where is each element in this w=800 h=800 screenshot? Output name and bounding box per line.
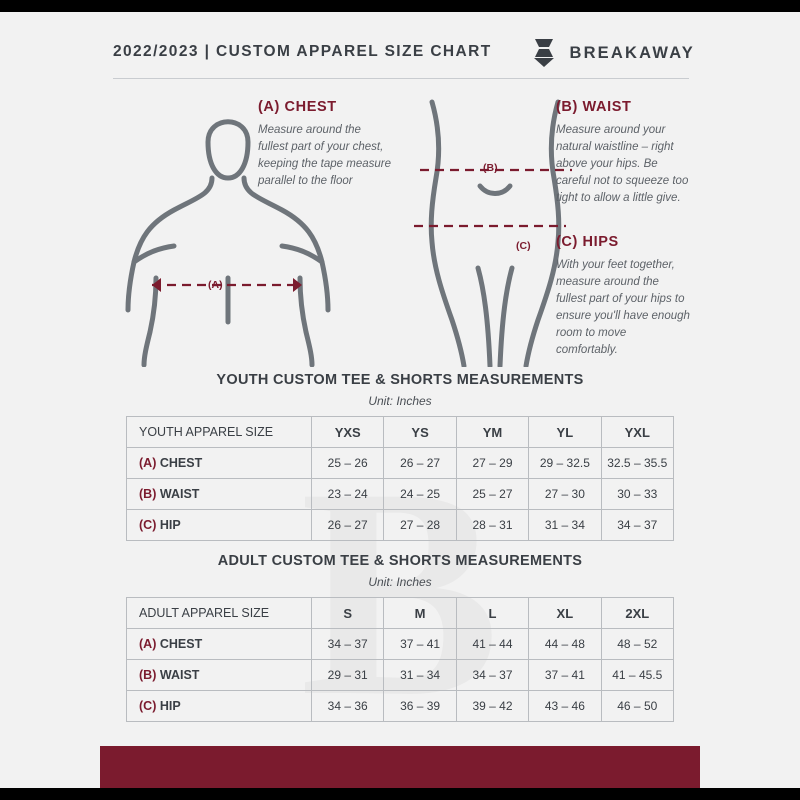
table-row (127, 479, 674, 510)
table-header-row (127, 598, 674, 629)
youth-hip-tag: (C) (139, 518, 157, 532)
youth-chest-yxs: 25 – 26 (312, 448, 384, 479)
adult-size-table (126, 597, 674, 722)
youth-row-label-waist (127, 479, 312, 510)
youth-size-col-2: YM (456, 417, 528, 448)
hips-callout-title: (C) HIPS (556, 234, 619, 250)
youth-hip-ym: 28 – 31 (456, 510, 528, 541)
brand-name: BREAKAWAY (569, 43, 695, 62)
page-header (0, 12, 800, 80)
youth-waist-label: WAIST (159, 487, 200, 501)
table-row (127, 510, 674, 541)
youth-chest-label: CHEST (159, 456, 203, 470)
adult-waist-s: 29 – 31 (312, 660, 384, 691)
adult-chest-tag: (A) (139, 637, 157, 651)
adult-row-label-waist (127, 660, 312, 691)
youth-waist-ym: 25 – 27 (456, 479, 528, 510)
youth-table-title: YOUTH CUSTOM TEE & SHORTS MEASUREMENTS (216, 372, 584, 388)
table-header-row (127, 417, 674, 448)
youth-size-col-1: YS (384, 417, 456, 448)
adult-chest-2xl: 48 – 52 (601, 629, 673, 660)
table-row (127, 448, 674, 479)
adult-hip-l: 39 – 42 (456, 691, 528, 722)
youth-hip-ys: 27 – 28 (384, 510, 456, 541)
adult-row-label-chest (127, 629, 312, 660)
hips-dimension-label: (C) (516, 240, 531, 252)
youth-size-col-4: YXL (601, 417, 673, 448)
adult-waist-label: WAIST (159, 668, 200, 682)
youth-hip-label: HIP (159, 518, 181, 532)
waist-callout-title: (B) WAIST (556, 99, 632, 115)
chest-dimension-label: (A) (208, 279, 223, 291)
youth-chest-ym: 27 – 29 (456, 448, 528, 479)
youth-waist-yxl: 30 – 33 (601, 479, 673, 510)
adult-row-label-hip (127, 691, 312, 722)
adult-waist-tag: (B) (139, 668, 157, 682)
adult-table-unit: Unit: Inches (368, 575, 432, 589)
youth-size-col-0: YXS (312, 417, 384, 448)
adult-waist-2xl: 41 – 45.5 (601, 660, 673, 691)
adult-chest-m: 37 – 41 (384, 629, 456, 660)
adult-hip-xl: 43 – 46 (529, 691, 601, 722)
youth-hip-yl: 31 – 34 (529, 510, 601, 541)
adult-size-col-0: S (312, 598, 384, 629)
adult-hip-label: HIP (159, 699, 181, 713)
adult-chest-label: CHEST (159, 637, 203, 651)
adult-size-col-3: XL (529, 598, 601, 629)
breakaway-logo-icon (531, 38, 557, 68)
youth-row-label-chest (127, 448, 312, 479)
waist-callout-body: Measure around your natural waistline – right above your hips. Be careful not to squeeze too tight to allow a little give. (556, 124, 689, 205)
youth-chest-ys: 26 – 27 (384, 448, 456, 479)
chest-callout-title: (A) CHEST (258, 99, 337, 115)
youth-hip-yxl: 34 – 37 (601, 510, 673, 541)
youth-size-table (126, 416, 674, 541)
adult-size-col-1: M (384, 598, 456, 629)
adult-chest-l: 41 – 44 (456, 629, 528, 660)
adult-apparel-size-header: ADULT APPAREL SIZE (127, 598, 312, 629)
youth-waist-yl: 27 – 30 (529, 479, 601, 510)
header-divider (113, 78, 689, 79)
adult-waist-l: 34 – 37 (456, 660, 528, 691)
youth-table-unit: Unit: Inches (368, 394, 432, 408)
adult-chest-xl: 44 – 48 (529, 629, 601, 660)
adult-waist-m: 31 – 34 (384, 660, 456, 691)
adult-chest-s: 34 – 37 (312, 629, 384, 660)
youth-chest-tag: (A) (139, 456, 157, 470)
youth-waist-ys: 24 – 25 (384, 479, 456, 510)
youth-hip-yxs: 26 – 27 (312, 510, 384, 541)
youth-waist-tag: (B) (139, 487, 157, 501)
youth-chest-yxl: 32.5 – 35.5 (601, 448, 673, 479)
youth-size-col-3: YL (529, 417, 601, 448)
chest-callout-body: Measure around the fullest part of your chest, keeping the tape measure parallel to the floor (258, 124, 391, 188)
adult-size-col-2: L (456, 598, 528, 629)
table-row (127, 629, 674, 660)
adult-waist-xl: 37 – 41 (529, 660, 601, 691)
measurement-illustrations (0, 82, 800, 367)
adult-hip-s: 34 – 36 (312, 691, 384, 722)
youth-waist-yxs: 23 – 24 (312, 479, 384, 510)
table-row (127, 660, 674, 691)
adult-size-col-4: 2XL (601, 598, 673, 629)
hips-callout-body: With your feet together, measure around the fullest part of your hips to ensure you'll have enough room to move comfortably. (556, 259, 690, 357)
adult-hip-m: 36 – 39 (384, 691, 456, 722)
youth-row-label-hip (127, 510, 312, 541)
adult-table-title: ADULT CUSTOM TEE & SHORTS MEASUREMENTS (217, 553, 583, 569)
footer-accent-bar (100, 746, 700, 788)
youth-apparel-size-header: YOUTH APPAREL SIZE (127, 417, 312, 448)
adult-hip-tag: (C) (139, 699, 157, 713)
page-title: 2022/2023 | CUSTOM APPAREL SIZE CHART (113, 43, 492, 60)
youth-chest-yl: 29 – 32.5 (529, 448, 601, 479)
table-row (127, 691, 674, 722)
adult-hip-2xl: 46 – 50 (601, 691, 673, 722)
brand-lockup (531, 38, 695, 68)
waist-dimension-label: (B) (483, 162, 498, 174)
size-chart-page (0, 12, 800, 788)
